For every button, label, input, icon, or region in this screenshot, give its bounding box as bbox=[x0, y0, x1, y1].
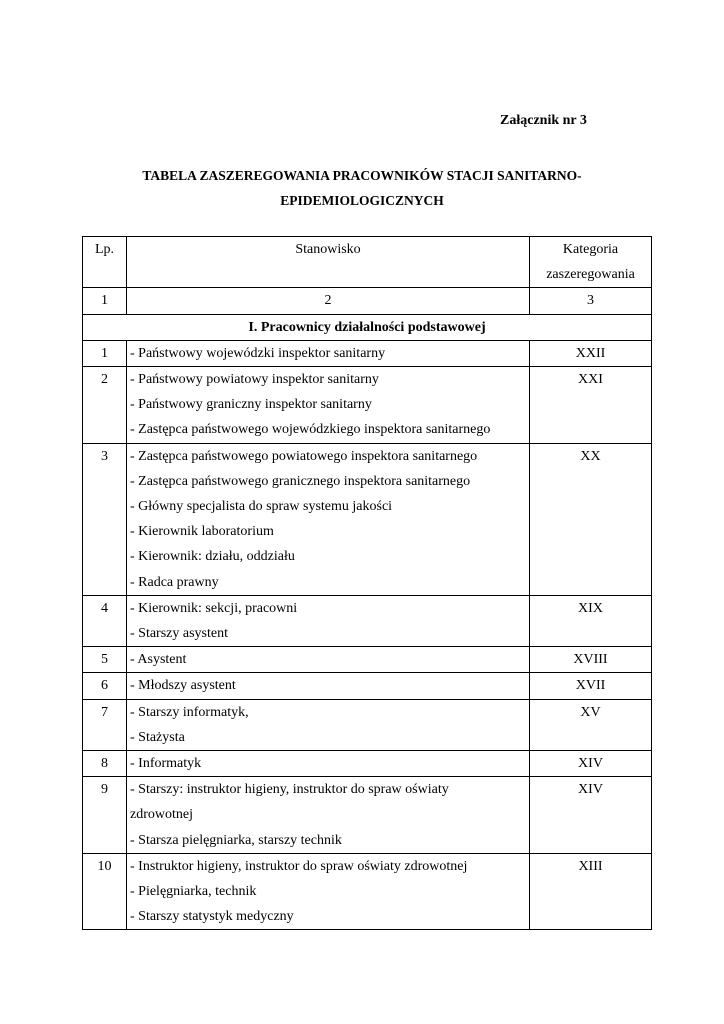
row-positions bbox=[127, 853, 530, 930]
table-row bbox=[83, 595, 652, 646]
row-number: 7 bbox=[83, 699, 127, 750]
table-row bbox=[83, 853, 652, 930]
position-title: - Asystent bbox=[130, 652, 187, 668]
row-category: XIX bbox=[530, 595, 652, 646]
position-title: - Główny specjalista do spraw systemu jakości bbox=[130, 499, 393, 515]
table-row bbox=[83, 367, 652, 444]
position-title: - Radca prawny bbox=[130, 574, 219, 590]
position-title: - Instruktor higieny, instruktor do spraw oświaty zdrowotnej bbox=[130, 858, 468, 874]
row-positions bbox=[127, 777, 530, 854]
row-positions bbox=[127, 699, 530, 750]
header-category-line-2: zaszeregowania bbox=[546, 267, 635, 283]
position-title: - Młodszy asystent bbox=[130, 678, 236, 694]
position-title: - Kierownik laboratorium bbox=[130, 524, 274, 540]
position-title: - Kierownik: działu, oddziału bbox=[130, 549, 295, 565]
title-line-2: EPIDEMIOLOGICZNYCH bbox=[280, 193, 444, 208]
row-number: 2 bbox=[83, 367, 127, 444]
column-number-2: 2 bbox=[127, 288, 530, 314]
position-title: - Starsza pielęgniarka, starszy technik bbox=[130, 832, 342, 848]
row-category: XIV bbox=[530, 751, 652, 777]
row-positions bbox=[127, 595, 530, 646]
header-category bbox=[530, 237, 652, 288]
title-line-1: TABELA ZASZEREGOWANIA PRACOWNIKÓW STACJI SANITARNO- bbox=[142, 168, 582, 183]
row-positions bbox=[127, 340, 530, 366]
row-category: XV bbox=[530, 699, 652, 750]
row-positions bbox=[127, 647, 530, 673]
row-category: XVIII bbox=[530, 647, 652, 673]
row-number: 1 bbox=[83, 340, 127, 366]
row-category: XXII bbox=[530, 340, 652, 366]
row-category: XVII bbox=[530, 673, 652, 699]
column-number-1: 1 bbox=[83, 288, 127, 314]
row-number: 4 bbox=[83, 595, 127, 646]
position-title: - Kierownik: sekcji, pracowni bbox=[130, 600, 298, 616]
table-row bbox=[83, 751, 652, 777]
row-number: 6 bbox=[83, 673, 127, 699]
table-row bbox=[83, 777, 652, 854]
classification-table bbox=[82, 236, 652, 930]
table-row bbox=[83, 340, 652, 366]
position-title: - Stażysta bbox=[130, 729, 185, 745]
column-number-row bbox=[83, 288, 652, 314]
position-title: - Starszy: instruktor higieny, instruktor do spraw oświaty bbox=[130, 782, 449, 798]
row-category: XX bbox=[530, 443, 652, 595]
table-row bbox=[83, 673, 652, 699]
position-title: - Państwowy graniczny inspektor sanitarny bbox=[130, 397, 372, 413]
position-title: - Państwowy wojewódzki inspektor sanitarny bbox=[130, 345, 386, 361]
position-title: - Zastępca państwowego granicznego inspektora sanitarnego bbox=[130, 473, 471, 489]
row-number: 10 bbox=[83, 853, 127, 930]
position-title: zdrowotnej bbox=[130, 807, 193, 823]
row-positions bbox=[127, 443, 530, 595]
row-category: XIII bbox=[530, 853, 652, 930]
row-number: 8 bbox=[83, 751, 127, 777]
position-title: - Starszy informatyk, bbox=[130, 704, 249, 720]
table-header-row bbox=[83, 237, 652, 288]
position-title: - Państwowy powiatowy inspektor sanitarny bbox=[130, 372, 379, 388]
table-row bbox=[83, 443, 652, 595]
section-heading: I. Pracownicy działalności podstawowej bbox=[83, 314, 652, 340]
document-title bbox=[60, 163, 664, 213]
header-category-line-1: Kategoria bbox=[562, 242, 619, 257]
row-number: 3 bbox=[83, 443, 127, 595]
position-title: - Zastępca państwowego wojewódzkiego inspektora sanitarnego bbox=[130, 422, 491, 438]
section-row bbox=[83, 314, 652, 340]
position-title: - Pielęgniarka, technik bbox=[130, 884, 257, 900]
annex-label: Załącznik nr 3 bbox=[500, 113, 587, 128]
header-lp: Lp. bbox=[83, 237, 127, 288]
row-positions bbox=[127, 367, 530, 444]
table-row bbox=[83, 647, 652, 673]
position-title: - Informatyk bbox=[130, 756, 202, 772]
table-row bbox=[83, 699, 652, 750]
column-number-3: 3 bbox=[530, 288, 652, 314]
row-category: XXI bbox=[530, 367, 652, 444]
row-category: XIV bbox=[530, 777, 652, 854]
row-number: 9 bbox=[83, 777, 127, 854]
header-position: Stanowisko bbox=[127, 237, 530, 288]
position-title: - Starszy asystent bbox=[130, 626, 228, 642]
row-positions bbox=[127, 673, 530, 699]
row-positions bbox=[127, 751, 530, 777]
row-number: 5 bbox=[83, 647, 127, 673]
position-title: - Zastępca państwowego powiatowego inspektora sanitarnego bbox=[130, 448, 478, 464]
position-title: - Starszy statystyk medyczny bbox=[130, 909, 294, 925]
